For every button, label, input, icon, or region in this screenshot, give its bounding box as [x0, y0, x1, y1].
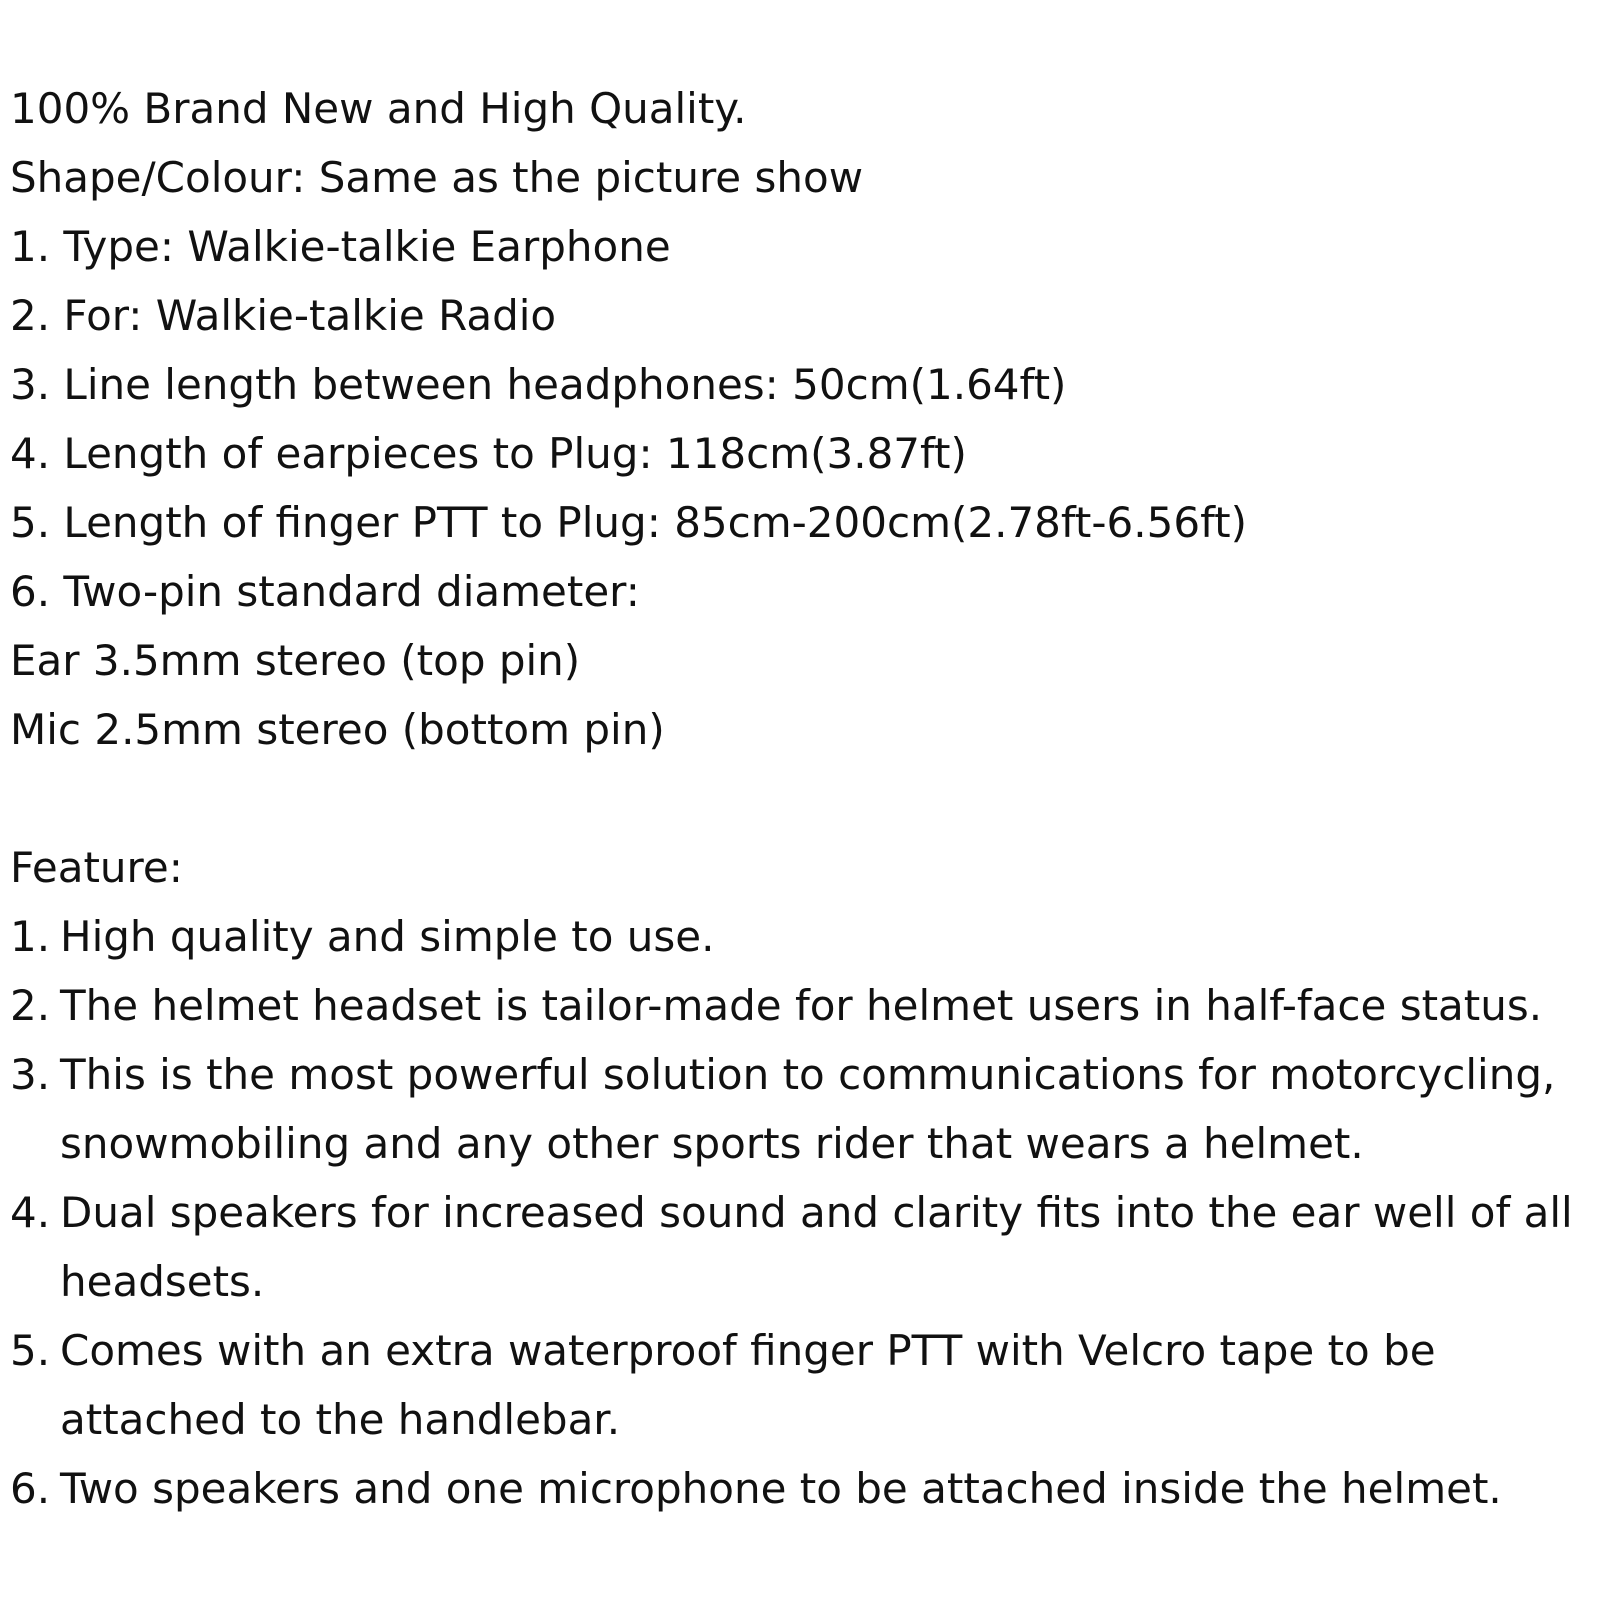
feature-text: This is the most powerful solution to communications for motorcycling, snowmobiling and any other sports rider that wears a helmet.	[60, 1050, 1556, 1168]
spec-item-pin-diameter: 6. Two-pin standard diameter:	[10, 567, 640, 616]
spec-item-for: 2. For: Walkie-talkie Radio	[10, 291, 557, 340]
feature-number: 5.	[10, 1326, 51, 1375]
feature-number: 4.	[10, 1188, 51, 1237]
feature-item	[10, 1454, 1595, 1523]
spec-item-type: 1. Type: Walkie-talkie Earphone	[10, 222, 671, 271]
spec-item-earpiece-length: 4. Length of earpieces to Plug: 118cm(3.87ft)	[10, 429, 967, 478]
spec-item-ptt-length: 5. Length of finger PTT to Plug: 85cm-200cm(2.78ft-6.56ft)	[10, 498, 1247, 547]
feature-number: 2.	[10, 981, 51, 1030]
feature-item	[10, 1040, 1595, 1178]
feature-item	[10, 1316, 1595, 1454]
intro-line: 100% Brand New and High Quality.	[10, 84, 747, 133]
feature-text: High quality and simple to use.	[60, 912, 715, 961]
feature-text: Comes with an extra waterproof finger PTT with Velcro tape to be attached to the handlebar.	[60, 1326, 1436, 1444]
feature-heading: Feature:	[10, 843, 183, 892]
mic-pin-line: Mic 2.5mm stereo (bottom pin)	[10, 705, 665, 754]
feature-text: The helmet headset is tailor-made for helmet users in half-face status.	[60, 981, 1543, 1030]
feature-number: 3.	[10, 1050, 51, 1099]
shape-colour-line: Shape/Colour: Same as the picture show	[10, 153, 864, 202]
feature-text: Dual speakers for increased sound and clarity fits into the ear well of all headsets.	[60, 1188, 1573, 1306]
section-spacer	[10, 764, 1595, 833]
spec-item-line-length: 3. Line length between headphones: 50cm(1.64ft)	[10, 360, 1067, 409]
ear-pin-line: Ear 3.5mm stereo (top pin)	[10, 636, 581, 685]
feature-item	[10, 902, 1595, 971]
description-text-block	[10, 74, 1595, 1523]
feature-number: 1.	[10, 912, 51, 961]
feature-item	[10, 1178, 1595, 1316]
feature-item	[10, 971, 1595, 1040]
feature-text: Two speakers and one microphone to be attached inside the helmet.	[60, 1464, 1502, 1513]
feature-number: 6.	[10, 1464, 51, 1513]
